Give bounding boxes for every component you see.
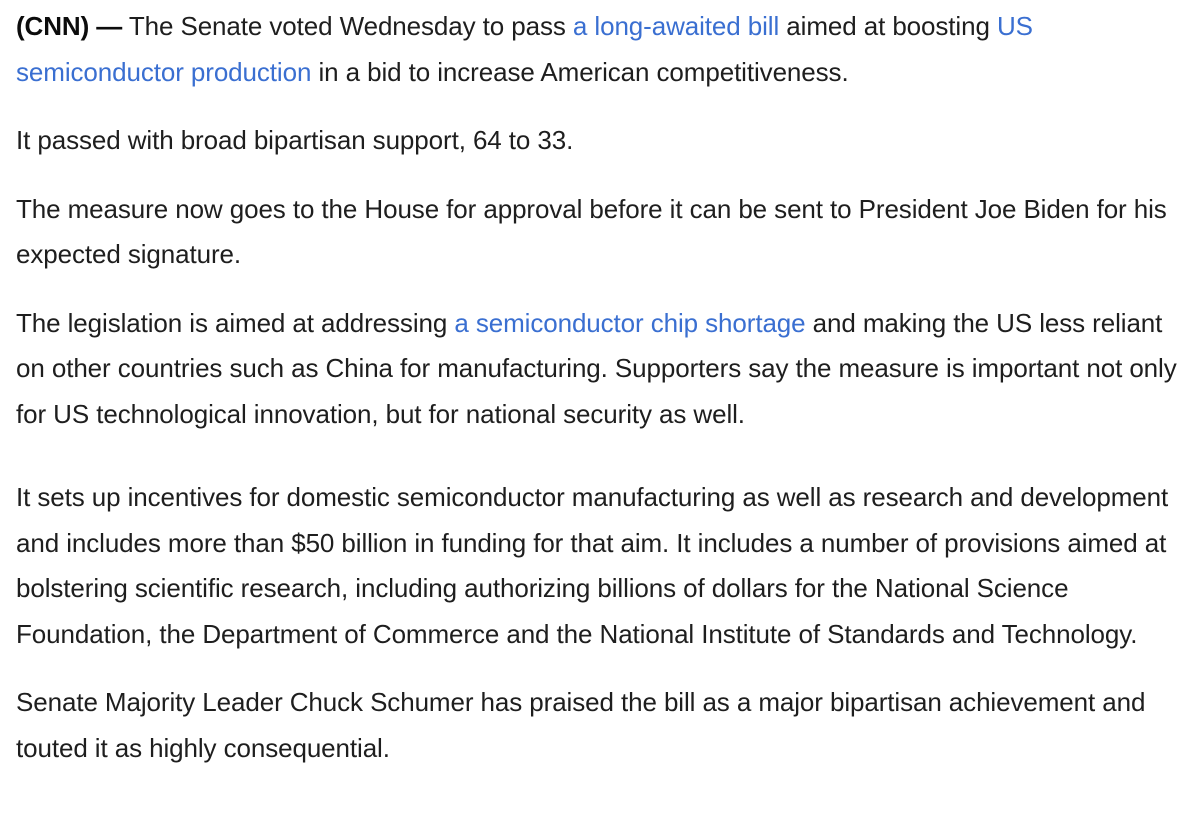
lede-text-3: in a bid to increase American competitiveness. <box>318 56 849 87</box>
dateline: (CNN) — <box>16 11 123 41</box>
paragraph-vote: It passed with broad bipartisan support, 64 to 33. <box>16 125 574 155</box>
long-awaited-bill-link[interactable]: a long-awaited bill <box>572 11 780 41</box>
paragraph-schumer: Senate Majority Leader Chuck Schumer has praised the bill as a major bipartisan achievement and touted it as highly consequential. <box>16 687 1146 763</box>
paragraph-incentives: It sets up incentives for domestic semiconductor manufacturing as well as research and development and includes more than $50 billion in funding for that aim. It includes a number of provisions aimed at bolstering scientific research, including authorizing billions of dollars for the National Science Foundation, the Department of Commerce and the National Institute of Standards and Technology. <box>16 482 1169 649</box>
legislation-text-1: The legislation is aimed at addressing <box>16 307 448 338</box>
lede-text-1: The Senate voted Wednesday to pass <box>128 11 566 41</box>
semiconductor-production-link[interactable]: US semiconductor production <box>16 11 1033 87</box>
chip-shortage-link[interactable]: a semiconductor chip shortage <box>454 307 806 338</box>
paragraph-house: The measure now goes to the House for approval before it can be sent to President Joe Biden for his expected signature. <box>16 193 1167 269</box>
paragraph-legislation <box>16 301 1180 438</box>
lede-text-2: aimed at boosting <box>786 11 990 41</box>
legislation-text-2: and making the US less reliant on other countries such as China for manufacturing. Supporters say the measure is important not only for US technological innovation, but for national security as well. <box>16 307 1177 429</box>
paragraph-lede <box>16 4 1180 95</box>
